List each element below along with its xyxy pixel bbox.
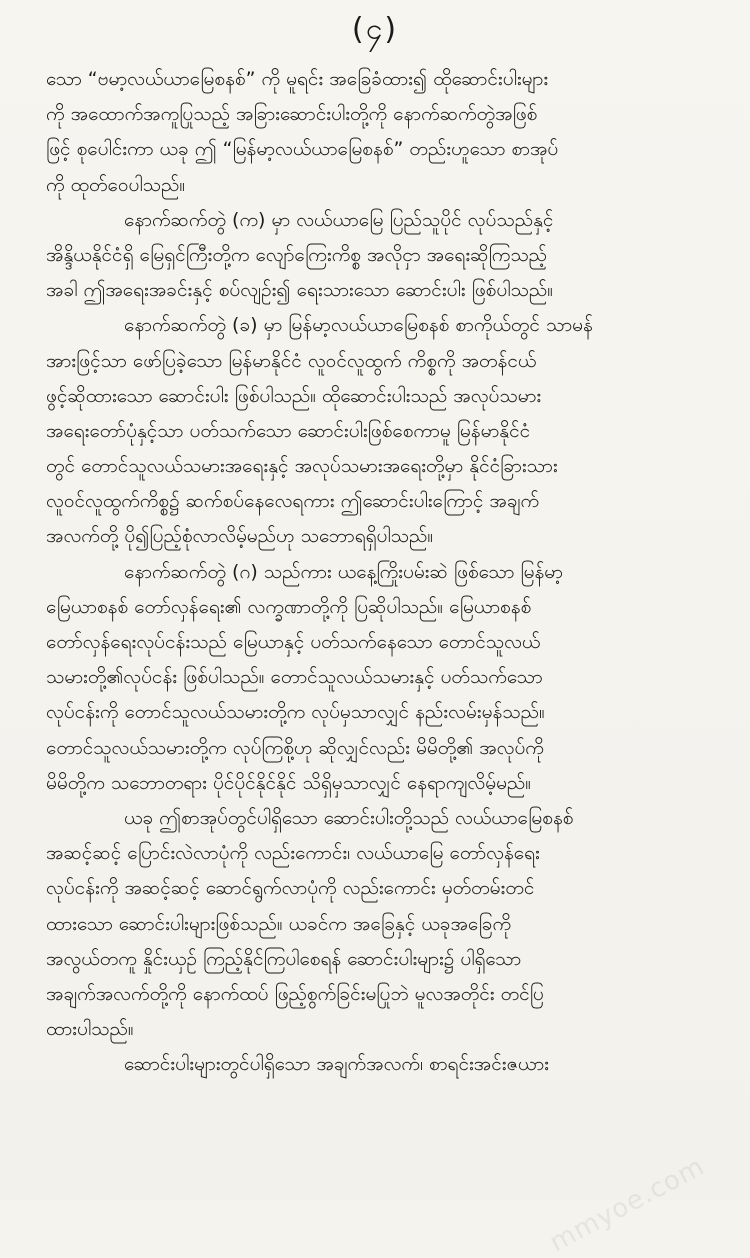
text-line: ကို ထုတ်ဝေပါသည်။ [46, 173, 186, 196]
text-line: ထားသော ဆောင်းပါးများဖြစ်သည်။ ယခင်က အခြေနှင့် ယခုအခြေကို [46, 912, 512, 935]
paragraph-3 [46, 308, 716, 554]
paragraph-2 [46, 203, 716, 309]
text-line: သော “ဗမာ့လယ်ယာမြေစနစ်” ကို မူရင်း အခြေခံထား၍ ထိုဆောင်းပါးများ [46, 68, 549, 90]
text-line: နောက်ဆက်တွဲ (က) မှာ လယ်ယာမြေ ပြည်သူပိုင် လုပ်သည်နှင့် [124, 208, 554, 231]
text-line: အိန္ဒိယနိုင်ငံရှိ မြေရှင်ကြီးတို့က လျော်ကြေးကိစ္စ အလိုငှာ အရေးဆိုကြသည့် [46, 243, 548, 266]
watermark: mmyoe.com [545, 1151, 710, 1258]
text-line: လုပ်ငန်းကို တောင်သူလယ်သမားတို့က လုပ်မှသာလျှင် နည်းလမ်းမှန်သည်။ [46, 701, 545, 724]
paragraph-1 [46, 62, 716, 203]
paragraph-5 [46, 801, 716, 1047]
text-line: မိမိတို့က သဘောတရား ပိုင်ပိုင်နိုင်နိုင် သိရှိမှသာလျှင် နေရာကျလိမ့်မည်။ [46, 771, 532, 794]
text-line: သမားတို့၏လုပ်ငန်း ဖြစ်ပါသည်။ တောင်သူလယ်သမားနှင့် ပတ်သက်သော [46, 666, 543, 689]
text-line: ဖွင့်ဆိုထားသော ဆောင်းပါး ဖြစ်ပါသည်။ ထိုဆောင်းပါးသည် အလုပ်သမား [46, 384, 542, 407]
text-line: အချက်အလက်တို့ကို နောက်ထပ် ဖြည့်စွက်ခြင်းမပြုဘဲ မူလအတိုင်း တင်ပြ [46, 982, 544, 1005]
text-line: တောင်သူလယ်သမားတို့က လုပ်ကြစို့ဟု ဆိုလျှင်လည်း မိမိတို့၏ အလုပ်ကို [46, 736, 544, 759]
text-line: နောက်ဆက်တွဲ (ဂ) သည်ကား ယနေ့ကြိုးပမ်းဆဲ ဖြစ်သော မြန်မာ့ [124, 560, 563, 583]
paragraph-4 [46, 555, 716, 801]
text-line: လူဝင်လူထွက်ကိစ္စ၌ ဆက်စပ်နေလေရကား ဤဆောင်းပါးကြောင့် အချက် [46, 490, 540, 513]
text-line: တွင် တောင်သူလယ်သမားအရေးနှင့် အလုပ်သမားအရေးတို့မှာ နိုင်ငံခြားသား [46, 455, 558, 478]
text-line: အလွယ်တကူ နှိုင်းယှဉ် ကြည့်နိုင်ကြပါစေရန် ဆောင်းပါးများ၌ ပါရှိသော [46, 947, 522, 970]
page-number: (၄) [351, 12, 399, 47]
text-line: ဆောင်းပါးများတွင်ပါရှိသော အချက်အလက်၊ စာရင်းအင်းဇယား [124, 1053, 549, 1076]
text-line: အားဖြင့်သာ ဖော်ပြခဲ့သော မြန်မာနိုင်ငံ လူဝင်လူထွက် ကိစ္စကို အတန်ငယ် [46, 349, 537, 372]
paragraph-6 [46, 1047, 716, 1082]
text-line: အဆင့်ဆင့် ပြောင်းလဲလာပုံကို လည်းကောင်း၊ လယ်ယာမြေ တော်လှန်ရေး [46, 842, 540, 865]
text-line: အလက်တို့ ပို၍ပြည့်စုံလာလိမ့်မည်ဟု သဘောရရှိပါသည်။ [46, 525, 434, 548]
text-line: တော်လှန်ရေးလုပ်ငန်းသည် မြေယာနှင့် ပတ်သက်နေသော တောင်သူလယ် [46, 631, 541, 653]
text-line: ကို အထောက်အကူပြုသည့် အခြားဆောင်းပါးတို့ကို နောက်ဆက်တွဲအဖြစ် [46, 103, 538, 126]
text-line: ယခု ဤစာအုပ်တွင်ပါရှိသော ဆောင်းပါးတို့သည် လယ်ယာမြေစနစ် [124, 806, 574, 829]
text-line: နောက်ဆက်တွဲ (ခ) မှာ မြန်မာ့လယ်ယာမြေစနစ် စာကိုယ်တွင် သာမန် [124, 314, 593, 337]
text-line: အရေးတော်ပုံနှင့်သာ ပတ်သက်သော ဆောင်းပါးဖြစ်စေကာမူ မြန်မာနိုင်ငံ [46, 419, 531, 442]
text-line: မြေယာစနစ် တော်လှန်ရေး၏ လက္ခဏာတို့ကို ပြဆိုပါသည်။ မြေယာစနစ် [46, 595, 532, 618]
body-text [46, 62, 716, 1082]
text-line: ထားပါသည်။ [46, 1018, 134, 1041]
text-line: လုပ်ငန်းကို အဆင့်ဆင့် ဆောင်ရွက်လာပုံကို လည်းကောင်း မှတ်တမ်းတင် [46, 877, 535, 900]
text-line: အခါ ဤအရေးအခင်းနှင့် စပ်လျဉ်း၍ ရေးသားသော ဆောင်းပါး ဖြစ်ပါသည်။ [46, 279, 553, 302]
text-line: ဖြင့် စုပေါင်းကာ ယခု ဤ “မြန်မာ့လယ်ယာမြေစနစ်” တည်းဟူသော စာအုပ် [46, 138, 559, 161]
